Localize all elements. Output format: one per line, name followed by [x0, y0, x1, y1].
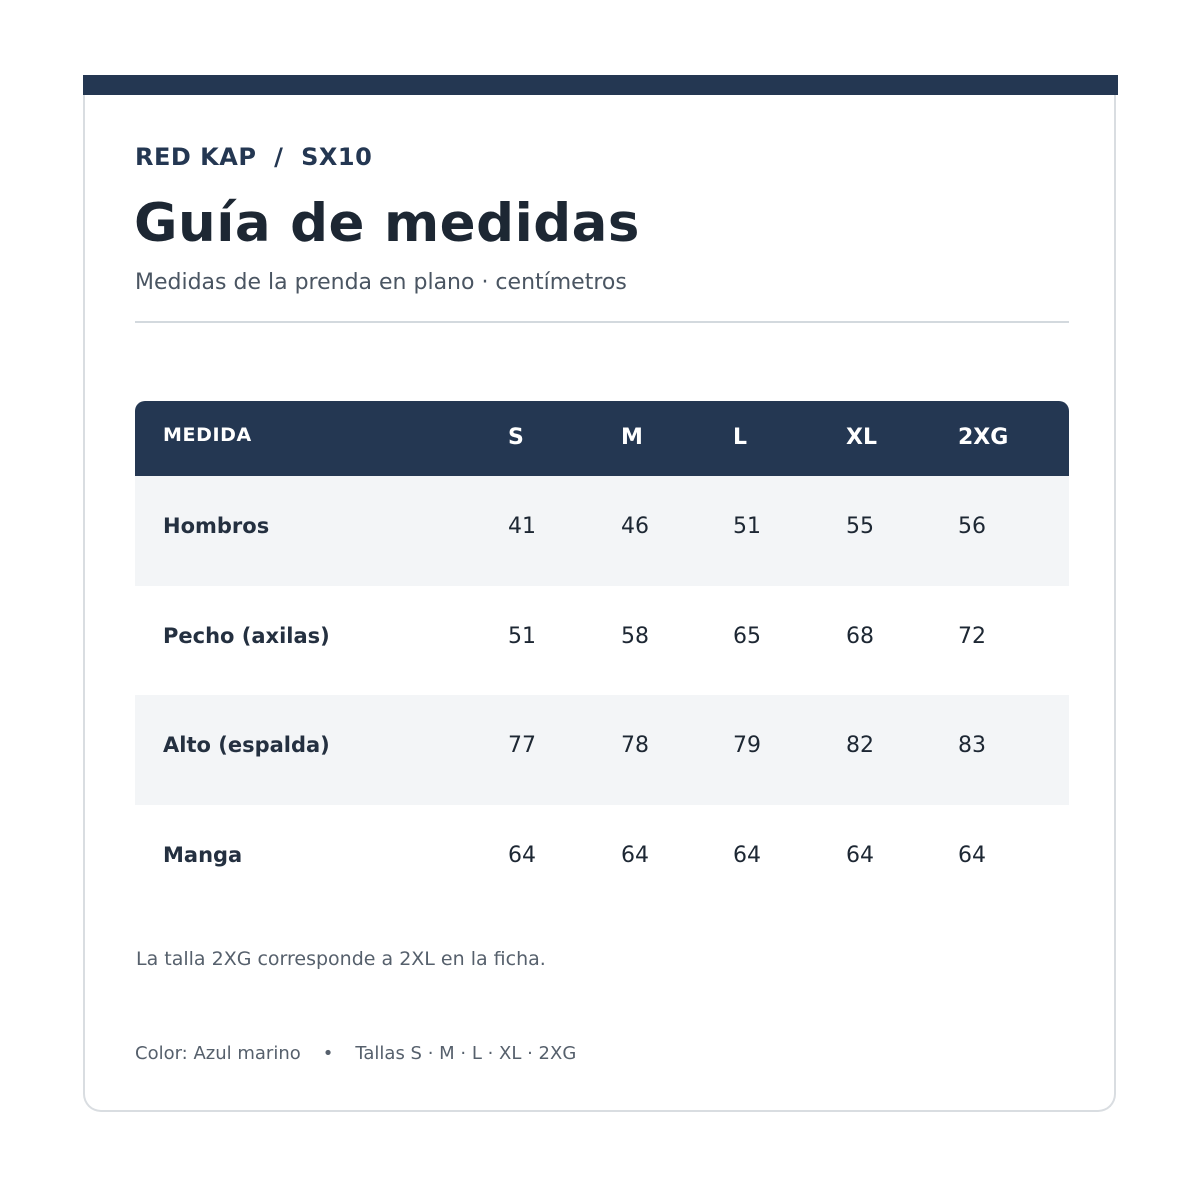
table-cell: 46	[621, 514, 649, 539]
table-cell: 58	[621, 623, 649, 649]
color-info: Color: Azul marino	[135, 1043, 301, 1064]
size-table	[135, 401, 1069, 914]
size-guide-card	[83, 75, 1116, 1112]
table-header	[135, 401, 1069, 476]
table-cell: 64	[621, 842, 649, 868]
row-label: Pecho (axilas)	[163, 623, 330, 648]
table-cell: 72	[958, 623, 986, 649]
footer-info	[135, 1043, 576, 1064]
column-header-s: S	[508, 425, 524, 450]
table-cell: 77	[508, 733, 536, 758]
table-cell: 78	[621, 733, 649, 758]
table-cell: 79	[733, 733, 761, 758]
page-subtitle: Medidas de la prenda en plano · centímetros	[135, 270, 627, 295]
table-cell: 64	[958, 842, 986, 868]
table-cell: 64	[846, 842, 874, 868]
table-cell: 68	[846, 623, 874, 649]
brand-model: RED KAP / SX10	[135, 143, 373, 171]
bullet-separator: •	[322, 1043, 334, 1064]
column-header-xl: XL	[846, 425, 877, 450]
divider	[135, 321, 1069, 323]
table-cell: 56	[958, 514, 986, 539]
table-cell: 83	[958, 733, 986, 758]
accent-bar	[83, 75, 1118, 95]
column-header-medida: MEDIDA	[163, 424, 252, 446]
page-title: Guía de medidas	[134, 193, 640, 254]
table-row	[135, 476, 1069, 586]
sizes-info: Tallas S · M · L · XL · 2XG	[355, 1043, 577, 1064]
row-label: Hombros	[163, 514, 270, 538]
size-note: La talla 2XG corresponde a 2XL en la ficha.	[136, 948, 546, 970]
table-row	[135, 805, 1069, 915]
column-header-l: L	[733, 425, 748, 450]
table-row	[135, 695, 1069, 805]
row-label: Alto (espalda)	[163, 733, 330, 757]
table-cell: 51	[733, 514, 761, 539]
table-cell: 51	[508, 623, 536, 649]
table-cell: 64	[508, 842, 536, 868]
column-header-m: M	[621, 425, 643, 450]
table-cell: 82	[846, 733, 874, 758]
row-label: Manga	[163, 842, 243, 867]
table-cell: 55	[846, 514, 874, 539]
table-cell: 41	[508, 514, 536, 539]
table-cell: 65	[733, 623, 761, 649]
table-cell: 64	[733, 842, 761, 868]
column-header-2xg: 2XG	[958, 425, 1009, 450]
table-row	[135, 586, 1069, 696]
